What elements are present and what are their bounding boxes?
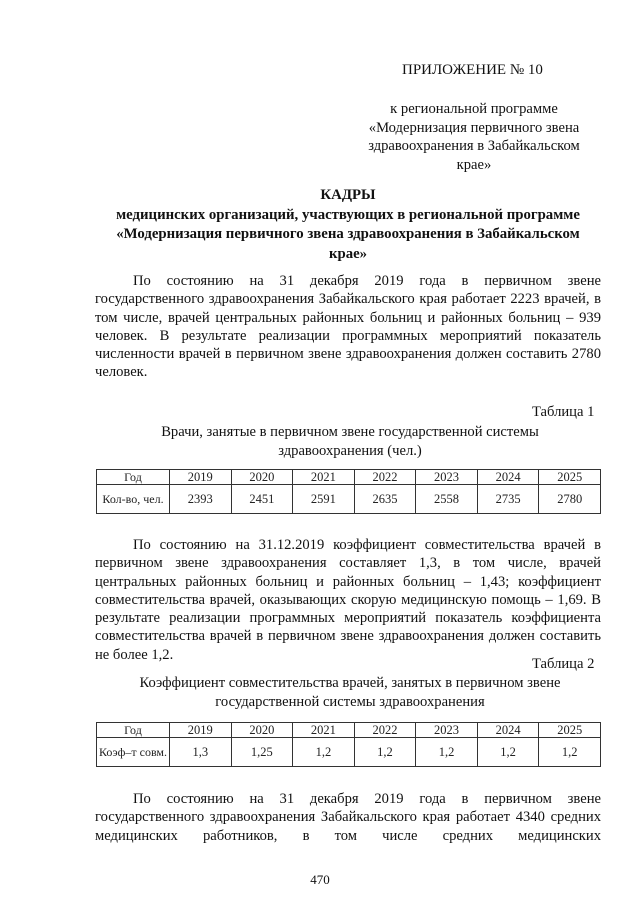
table1 [96,469,601,514]
table1-value: 2735 [477,485,539,514]
table1-value: 2558 [416,485,478,514]
paragraph-text: По состоянию на 31 декабря 2019 года в первичном звене государственного здравоохранения Забайкальского края работает 4340 средних медицинских работников, в том числе средних медицинских [95,791,601,844]
table1-year: 2023 [416,470,478,485]
heading-line: КАДРЫ [320,187,376,203]
table1-caption-line: здравоохранения (чел.) [278,442,422,459]
table2-caption-line: Коэффициент совместительства врачей, занятых в первичном звене [139,675,561,691]
document-heading [90,186,606,264]
table2-value: 1,2 [539,738,601,767]
table1-year: 2022 [354,470,416,485]
appendix-title: ПРИЛОЖЕНИЕ № 10 [402,62,543,78]
table2-header-label: Год [97,723,170,738]
paragraph-doctors-count [95,272,601,382]
table1-value: 2780 [539,485,601,514]
table1-row-label: Кол-во, чел. [97,485,170,514]
table2-value: 1,2 [477,738,539,767]
table2-value: 1,3 [170,738,232,767]
table2-year: 2021 [293,723,355,738]
appendix-subtitle-line: здравоохранения в Забайкальском [368,138,580,154]
table2-year: 2020 [231,723,293,738]
table1-header-row [97,470,601,485]
table1-value: 2635 [354,485,416,514]
table2-row-label: Коэф–т совм. [97,738,170,767]
table2-label: Таблица 2 [532,656,595,672]
table2-value-row [97,738,601,767]
heading-line: крае» [328,245,368,262]
appendix-subtitle [352,100,596,174]
table2-year: 2025 [539,723,601,738]
paragraph-text: По состоянию на 31 декабря 2019 года в первичном звене государственного здравоохранения Забайкальского края работает 2223 врачей, в том числе, врачей центральных районных больниц и районных больниц – 939 человек. В результате реализации программных мероприятий показатель численности врачей в первичном звене здравоохранения должен составить 2780 человек. [95,273,601,381]
table1-value-row [97,485,601,514]
appendix-subtitle-line: «Модернизация первичного звена [368,119,580,136]
paragraph-text: По состоянию на 31.12.2019 коэффициент совместительства врачей в первичном звене здравоохранения составляет 1,3, в том числе, врачей центральных районных больниц и районных больниц – 1,43; коэффициент совместительства врачей, оказывающих скорую медицинскую помощь – 1,69. В результате реализации программных мероприятий показатель коэффициента совместительства врачей в первичном звене здравоохранения должен составить не более 1,2. [95,537,601,663]
page-number: 470 [310,872,330,887]
table2-header-row [97,723,601,738]
table2 [96,722,601,767]
paragraph-coefficient [95,536,601,664]
table2-year: 2022 [354,723,416,738]
table1-label: Таблица 1 [532,404,595,420]
table1-year: 2020 [231,470,293,485]
table1-header-label: Год [97,470,170,485]
paragraph-nurses [95,790,601,845]
table1-year: 2025 [539,470,601,485]
table2-year: 2024 [477,723,539,738]
table2-caption-line: государственной системы здравоохранения [215,693,485,710]
table2-caption [100,674,600,711]
appendix-subtitle-line: к региональной программе [390,101,558,117]
table2-value: 1,2 [293,738,355,767]
table1-caption [100,423,600,460]
table1-value: 2451 [231,485,293,514]
heading-line: медицинских организаций, участвующих в региональной программе [116,206,580,223]
table1-year: 2019 [170,470,232,485]
heading-line: «Модернизация первичного звена здравоохранения в Забайкальском [116,226,580,242]
table1-year: 2021 [293,470,355,485]
table1-value: 2591 [293,485,355,514]
table2-year: 2023 [416,723,478,738]
table2-value: 1,25 [231,738,293,767]
table2-value: 1,2 [416,738,478,767]
appendix-subtitle-line: крае» [456,156,492,173]
table2-year: 2019 [170,723,232,738]
table1-year: 2024 [477,470,539,485]
table2-value: 1,2 [354,738,416,767]
table1-caption-line: Врачи, занятые в первичном звене государственной системы [161,424,539,440]
table1-value: 2393 [170,485,232,514]
